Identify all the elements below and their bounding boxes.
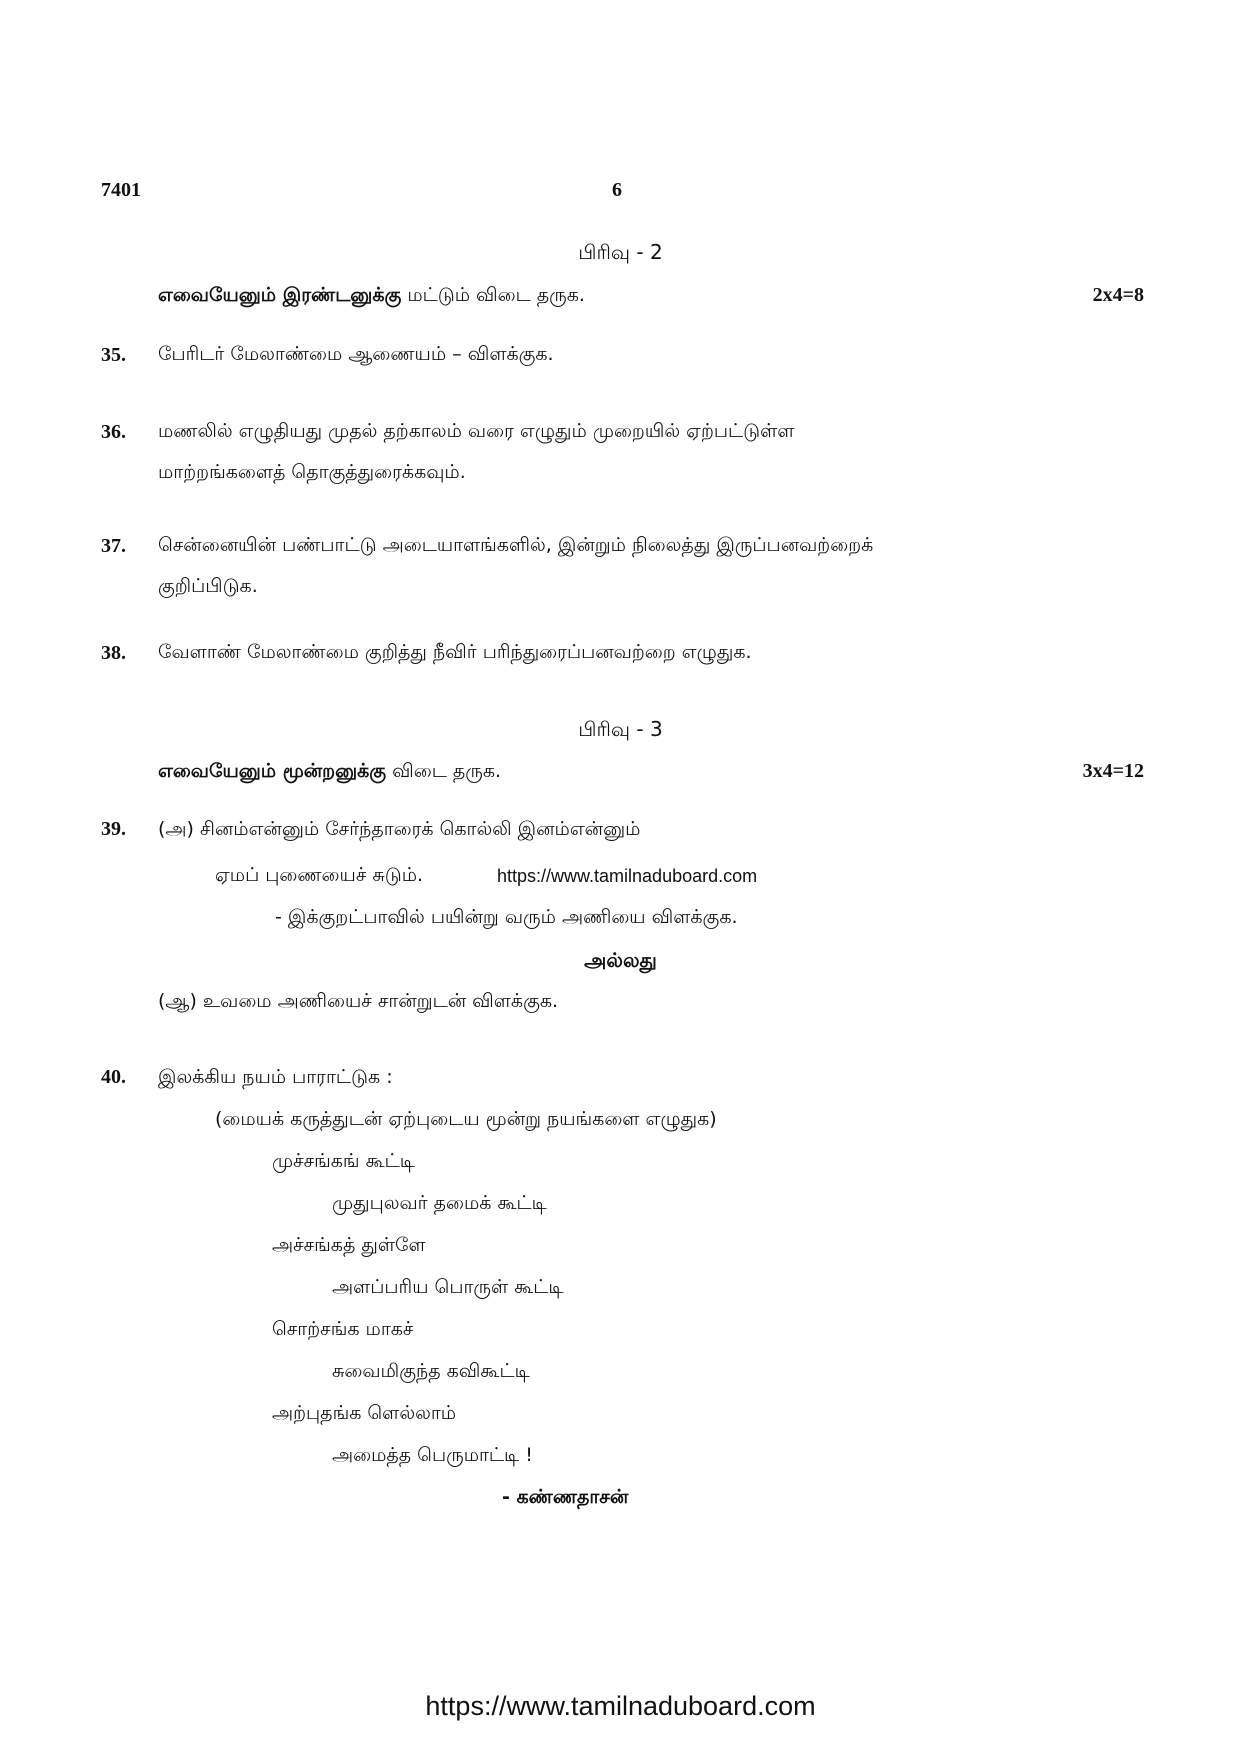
question-number-39: 39. <box>101 818 126 840</box>
question-39b-line: (ஆ) உவமை அணியைச் சான்றுடன் விளக்குக. <box>158 990 559 1012</box>
question-number-37: 37. <box>101 535 126 557</box>
poem-line-2: முதுபுலவர் தமைக் கூட்டி <box>332 1192 547 1214</box>
poem-line-3: அச்சங்கத் துள்ளே <box>272 1234 426 1256</box>
question-35-text <box>158 334 1088 375</box>
question-number-35: 35. <box>101 344 126 366</box>
inline-url: https://www.tamilnaduboard.com <box>497 866 758 886</box>
page-number: 6 <box>612 179 622 201</box>
question-36-line-2: மாற்றங்களைத் தொகுத்துரைக்கவும். <box>158 461 466 483</box>
question-36-line-1: மணலில் எழுதியது முதல் தற்காலம் வரை எழுதும் முறையில் ஏற்பட்டுள்ள <box>158 420 795 442</box>
question-number-38: 38. <box>101 642 126 664</box>
question-40-line-1: இலக்கிய நயம் பாராட்டுக : <box>158 1066 393 1088</box>
question-36-text <box>158 411 1088 493</box>
question-37-text <box>158 525 1088 607</box>
section-3-instruction <box>158 760 501 785</box>
question-39a-line-3: - இக்குறட்பாவில் பயின்று வரும் அணியை விளக்குக. <box>275 906 738 928</box>
footer-url[interactable]: https://www.tamilnaduboard.com <box>425 1691 816 1721</box>
paper-code: 7401 <box>101 179 141 201</box>
question-37-line-2: குறிப்பிடுக. <box>158 575 258 597</box>
question-38-text <box>158 632 1088 673</box>
poem-author: - கண்ணதாசன் <box>502 1486 629 1508</box>
section-3-title: பிரிவு - 3 <box>578 717 663 741</box>
section-2-marks: 2x4=8 <box>1092 284 1144 306</box>
section-2-instruction <box>158 284 585 309</box>
question-40-line-2: (மையக் கருத்துடன் ஏற்புடைய மூன்று நயங்களை எழுதுக) <box>215 1108 717 1130</box>
poem-line-8: அமைத்த பெருமாட்டி ! <box>332 1444 533 1466</box>
question-39a-line-1: (அ) சினம்என்னும் சேர்ந்தாரைக் கொல்லி இனம்என்னும் <box>158 818 641 840</box>
question-37-line-1: சென்னையின் பண்பாட்டு அடையாளங்களில், இன்றும் நிலைத்து இருப்பனவற்றைக் <box>158 534 874 556</box>
question-39a-line-2: ஏமப் புணையைச் சுடும். <box>215 864 424 886</box>
or-separator: அல்லது <box>584 948 657 972</box>
poem-line-4: அளப்பரிய பொருள் கூட்டி <box>332 1276 564 1298</box>
question-number-40: 40. <box>101 1066 126 1088</box>
section-2-instruction-rest: மட்டும் விடை தருக. <box>401 284 585 306</box>
section-2-title: பிரிவு - 2 <box>578 240 663 264</box>
question-35-line-1: பேரிடர் மேலாண்மை ஆணையம் – விளக்குக. <box>158 343 554 365</box>
poem-line-1: முச்சங்கங் கூட்டி <box>272 1150 415 1172</box>
question-38-line-1: வேளாண் மேலாண்மை குறித்து நீவிர் பரிந்துரைப்பனவற்றை எழுதுக. <box>158 641 752 663</box>
poem-line-7: அற்புதங்க ளெல்லாம் <box>272 1402 457 1424</box>
section-2-instruction-bold: எவையேனும் இரண்டனுக்கு <box>158 284 402 306</box>
poem-line-5: சொற்சங்க மாகச் <box>272 1318 414 1340</box>
poem-line-6: சுவைமிகுந்த கவிகூட்டி <box>332 1360 530 1382</box>
section-3-instruction-rest: விடை தருக. <box>386 760 502 782</box>
section-3-instruction-bold: எவையேனும் மூன்றனுக்கு <box>158 760 387 782</box>
question-number-36: 36. <box>101 421 126 443</box>
section-3-marks: 3x4=12 <box>1082 760 1144 782</box>
